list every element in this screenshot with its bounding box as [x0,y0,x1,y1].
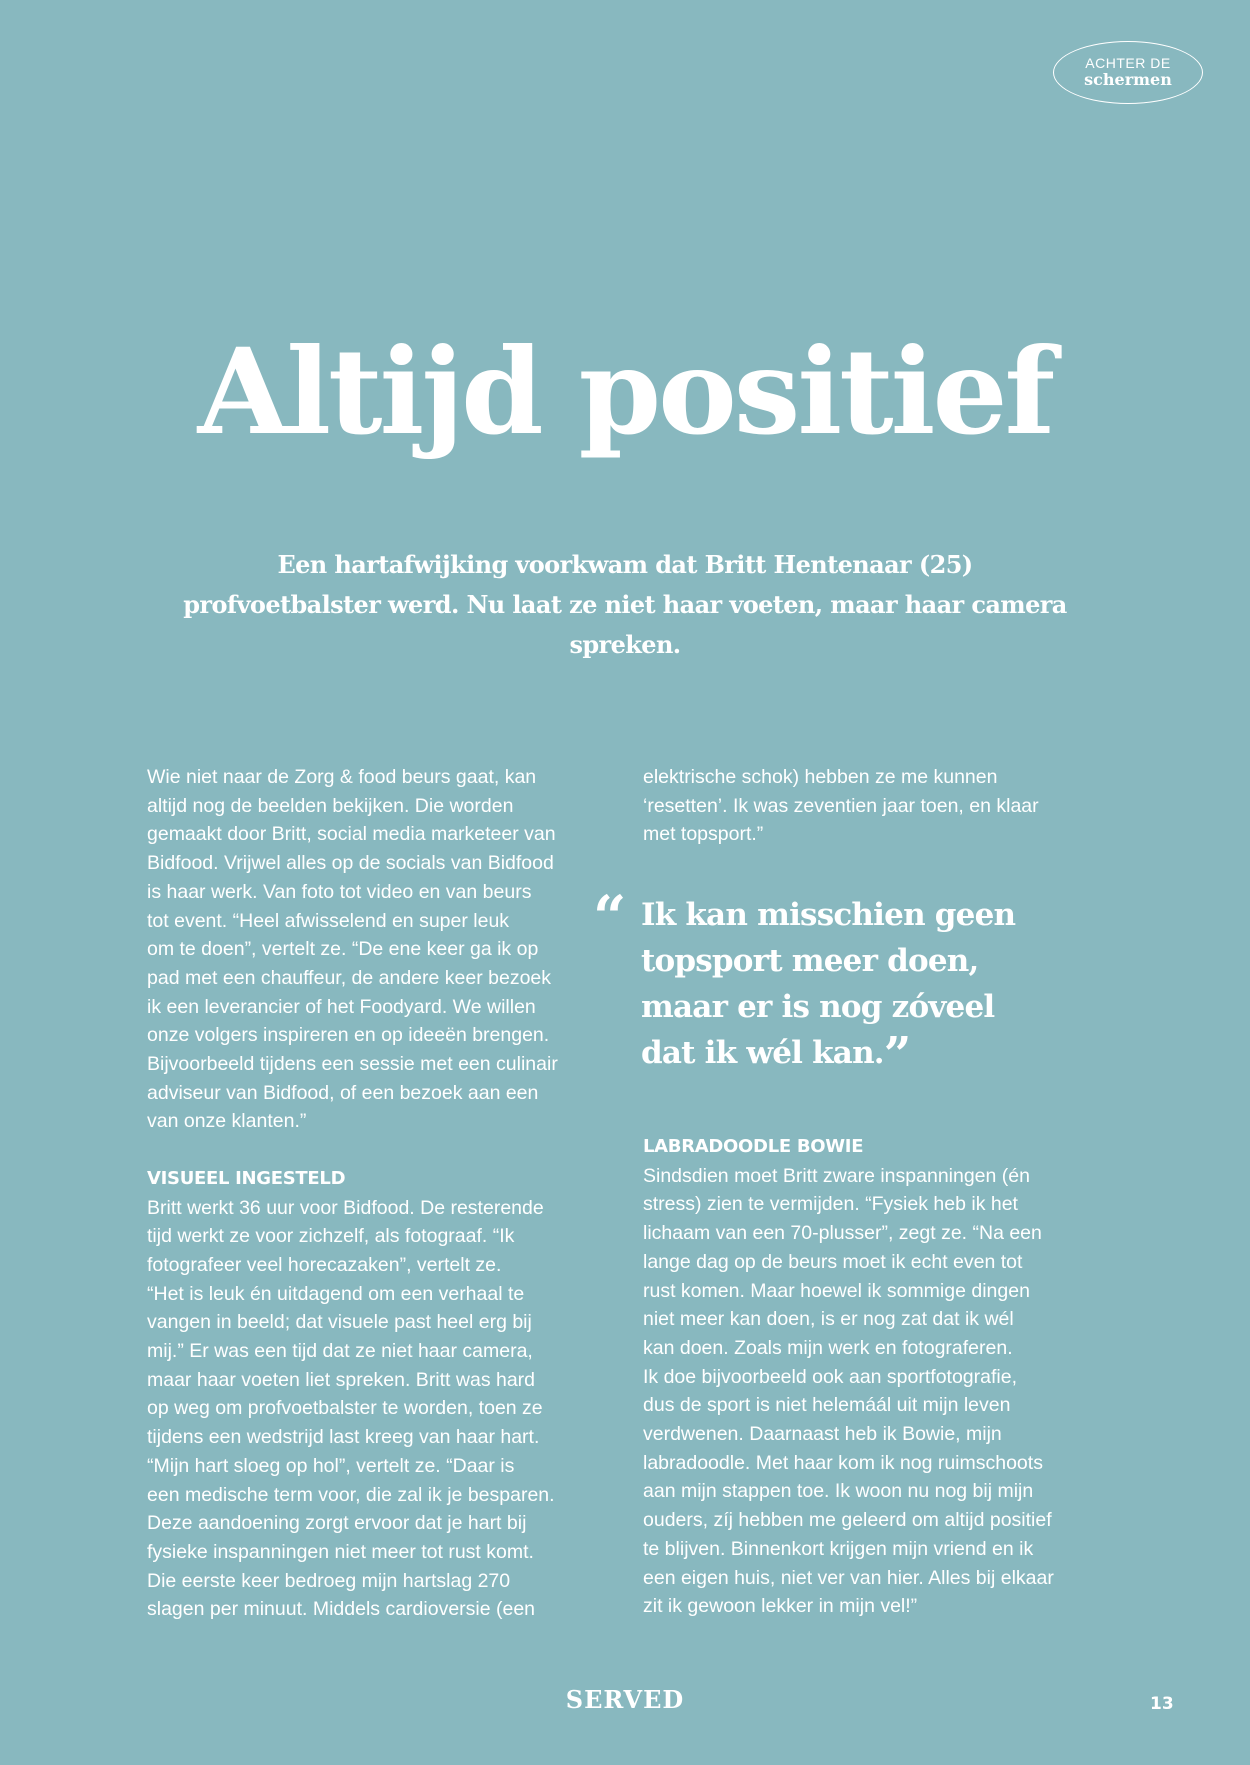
right-column-top [643,763,1103,849]
left-column [147,763,607,1624]
article-title: Altijd positief [197,322,1053,461]
section-badge-top: ACHTER DE [1085,55,1171,71]
magazine-logo: SERVED [565,1685,685,1714]
section-badge-bottom: schermen [1084,70,1172,89]
left-paragraph-1: Wie niet naar de Zorg & food beurs gaat, kan altijd nog de beelden bekijken. Die worden gemaakt door Britt, social media marketeer van Bidfood. Vrijwel alles op de socials van Bidfood is haar werk. Van foto tot video en van beurs tot event. “Heel afwisselend en super leuk om te doen”, vertelt ze. “De ene keer ga ik op pad met een chauffeur, de andere keer bezoek ik een leverancier of het Foodyard. We willen onze volgers inspireren en op ideeën brengen. Bijvoorbeeld tijdens een sessie met een culinair adviseur van Bidfood, of een bezoek aan een van onze klanten.” [147,766,558,1133]
pull-quote-body: Ik kan misschien geen topsport meer doen, maar er is nog zóveel dat ik wél kan. [641,897,1016,1071]
section-badge [1053,41,1203,104]
page-number: 13 [1150,1694,1174,1714]
left-paragraph-2: Britt werkt 36 uur voor Bidfood. De resterende tijd werkt ze voor zichzelf, als fotograaf. “Ik fotografeer veel horecazaken”, vertelt ze. “Het is leuk én uitdagend om een verhaal te vangen in beeld; dat visuele past heel erg bij mij.” Er was een tijd dat ze niet haar camera, maar haar voeten liet spreken. Britt was hard op weg om profvoetbalster te worden, toen ze tijdens een wedstrijd last kreeg van haar hart. “Mijn hart sloeg op hol”, vertelt ze. “Daar is een medische term voor, die zal ik je besparen. Deze aandoening zorgt ervoor dat je hart bij fysieke inspanningen niet meer tot rust komt. Die eerste keer bedroeg mijn hartslag 270 slagen per minuut. Middels cardioversie (een [147,1196,555,1621]
left-subheading: VISUEEL INGESTELD [147,1167,346,1189]
quote-open-mark: “ [593,883,626,951]
pull-quote [593,883,1115,1083]
right-paragraph-2: Sindsdien moet Britt zware inspanningen (én stress) zien te vermijden. “Fysiek heb ik het lichaam van een 70-plusser”, zegt ze. “Na een lange dag op de beurs moet ik echt even tot rust komen. Maar hoewel ik sommige dingen niet meer kan doen, is er nog zat dat ik wél kan doen. Zoals mijn werk en fotograferen. Ik doe bijvoorbeeld ook aan sportfotografie, dus de sport is niet helemáál uit mijn leven verdwenen. Daarnaast heb ik Bowie, mijn labradoodle. Met haar kom ik nog ruimschoots aan mijn stappen toe. Ik woon nu nog bij mijn ouders, zíj hebben me geleerd om altijd positief te blijven. Binnenkort krijgen mijn vriend en ik een eigen huis, niet ver van hier. Alles bij elkaar zit ik gewoon lekker in mijn vel!” [643,1164,1054,1618]
pull-quote-text [641,892,1115,1083]
right-column-bottom [643,1133,1103,1621]
right-subheading: LABRADOODLE BOWIE [643,1136,864,1157]
right-paragraph-1: elektrische schok) hebben ze me kunnen ‘resetten’. Ik was zeventien jaar toen, en klaar met topsport.” [643,766,1039,846]
article-intro: Een hartafwijking voorkwam dat Britt Hentenaar (25) profvoetbalster werd. Nu laat ze niet haar voeten, maar haar camera spreken. [183,550,1067,659]
quote-close-mark: ” [883,1027,911,1083]
